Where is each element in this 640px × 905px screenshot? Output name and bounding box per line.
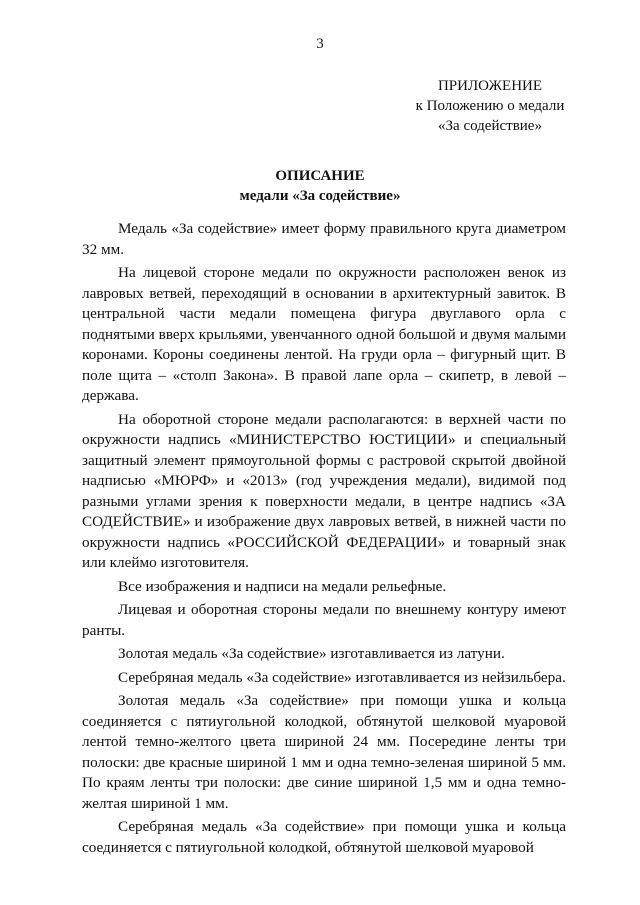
- body-text: [82, 219, 566, 861]
- appendix-block: [402, 76, 578, 136]
- paragraph: На оборотной стороне медали располагаются: в верхней части по окружности надпись «МИНИСТЕРСТВО ЮСТИЦИИ» и специальный защитный элемент прямоугольной формы с растровой скрытой двойной надписью «МЮРФ» и «2013» (год учреждения медали), видимой под разными углами зрения к поверхности медали, в центре надпись «ЗА СОДЕЙСТВИЕ» и изображение двух лавровых ветвей, в нижней части по окружности надпись «РОССИЙСКОЙ ФЕДЕРАЦИИ» и товарный знак или клеймо изготовителя.: [82, 410, 566, 571]
- paragraph: Медаль «За содействие» имеет форму правильного круга диаметром 32 мм.: [82, 220, 566, 258]
- appendix-reference: к Положению о медали: [415, 98, 565, 114]
- title-sub: медали «За содействие»: [239, 188, 401, 204]
- paragraph: Все изображения и надписи на медали рельефные.: [118, 577, 447, 595]
- title-main: ОПИСАНИЕ: [275, 168, 365, 184]
- paragraph: Серебряная медаль «За содействие» изготавливается из нейзильбера.: [118, 668, 566, 686]
- page-number: 3: [316, 36, 324, 52]
- appendix-heading: ПРИЛОЖЕНИЕ: [437, 78, 543, 94]
- paragraph: Золотая медаль «За содействие» при помощи ушка и кольца соединяется с пятиугольной колодкой, обтянутой шелковой муаровой лентой темно-желтого цвета шириной 24 мм. Посередине ленты три полоски: две красные шириной 1 мм и одна темно-зеленая шириной 5 мм. По краям ленты три полоски: две синие шириной 1,5 мм и одна темно-желтая шириной 1 мм.: [82, 692, 566, 812]
- paragraph: Лицевая и оборотная стороны медали по внешнему контуру имеют ранты.: [82, 601, 566, 639]
- paragraph: Золотая медаль «За содействие» изготавливается из латуни.: [118, 645, 505, 662]
- appendix-medal-name: «За содействие»: [438, 118, 542, 134]
- document-title: [0, 166, 640, 206]
- paragraph: На лицевой стороне медали по окружности расположен венок из лавровых ветвей, переходящий в основании в архитектурный завиток. В центральной части медали помещена фигура двуглавого орла с поднятыми вверх крыльями, увенчанного одной большой и двумя малыми коронами. Короны соединены лентой. На груди орла – фигурный щит. В поле щита – «столп Закона». В правой лапе орла – скипетр, в левой – держава.: [82, 264, 566, 404]
- paragraph: Серебряная медаль «За содействие» при помощи ушка и кольца соединяется с пятиугольной колодкой, обтянутой шелковой муаровой: [82, 818, 566, 856]
